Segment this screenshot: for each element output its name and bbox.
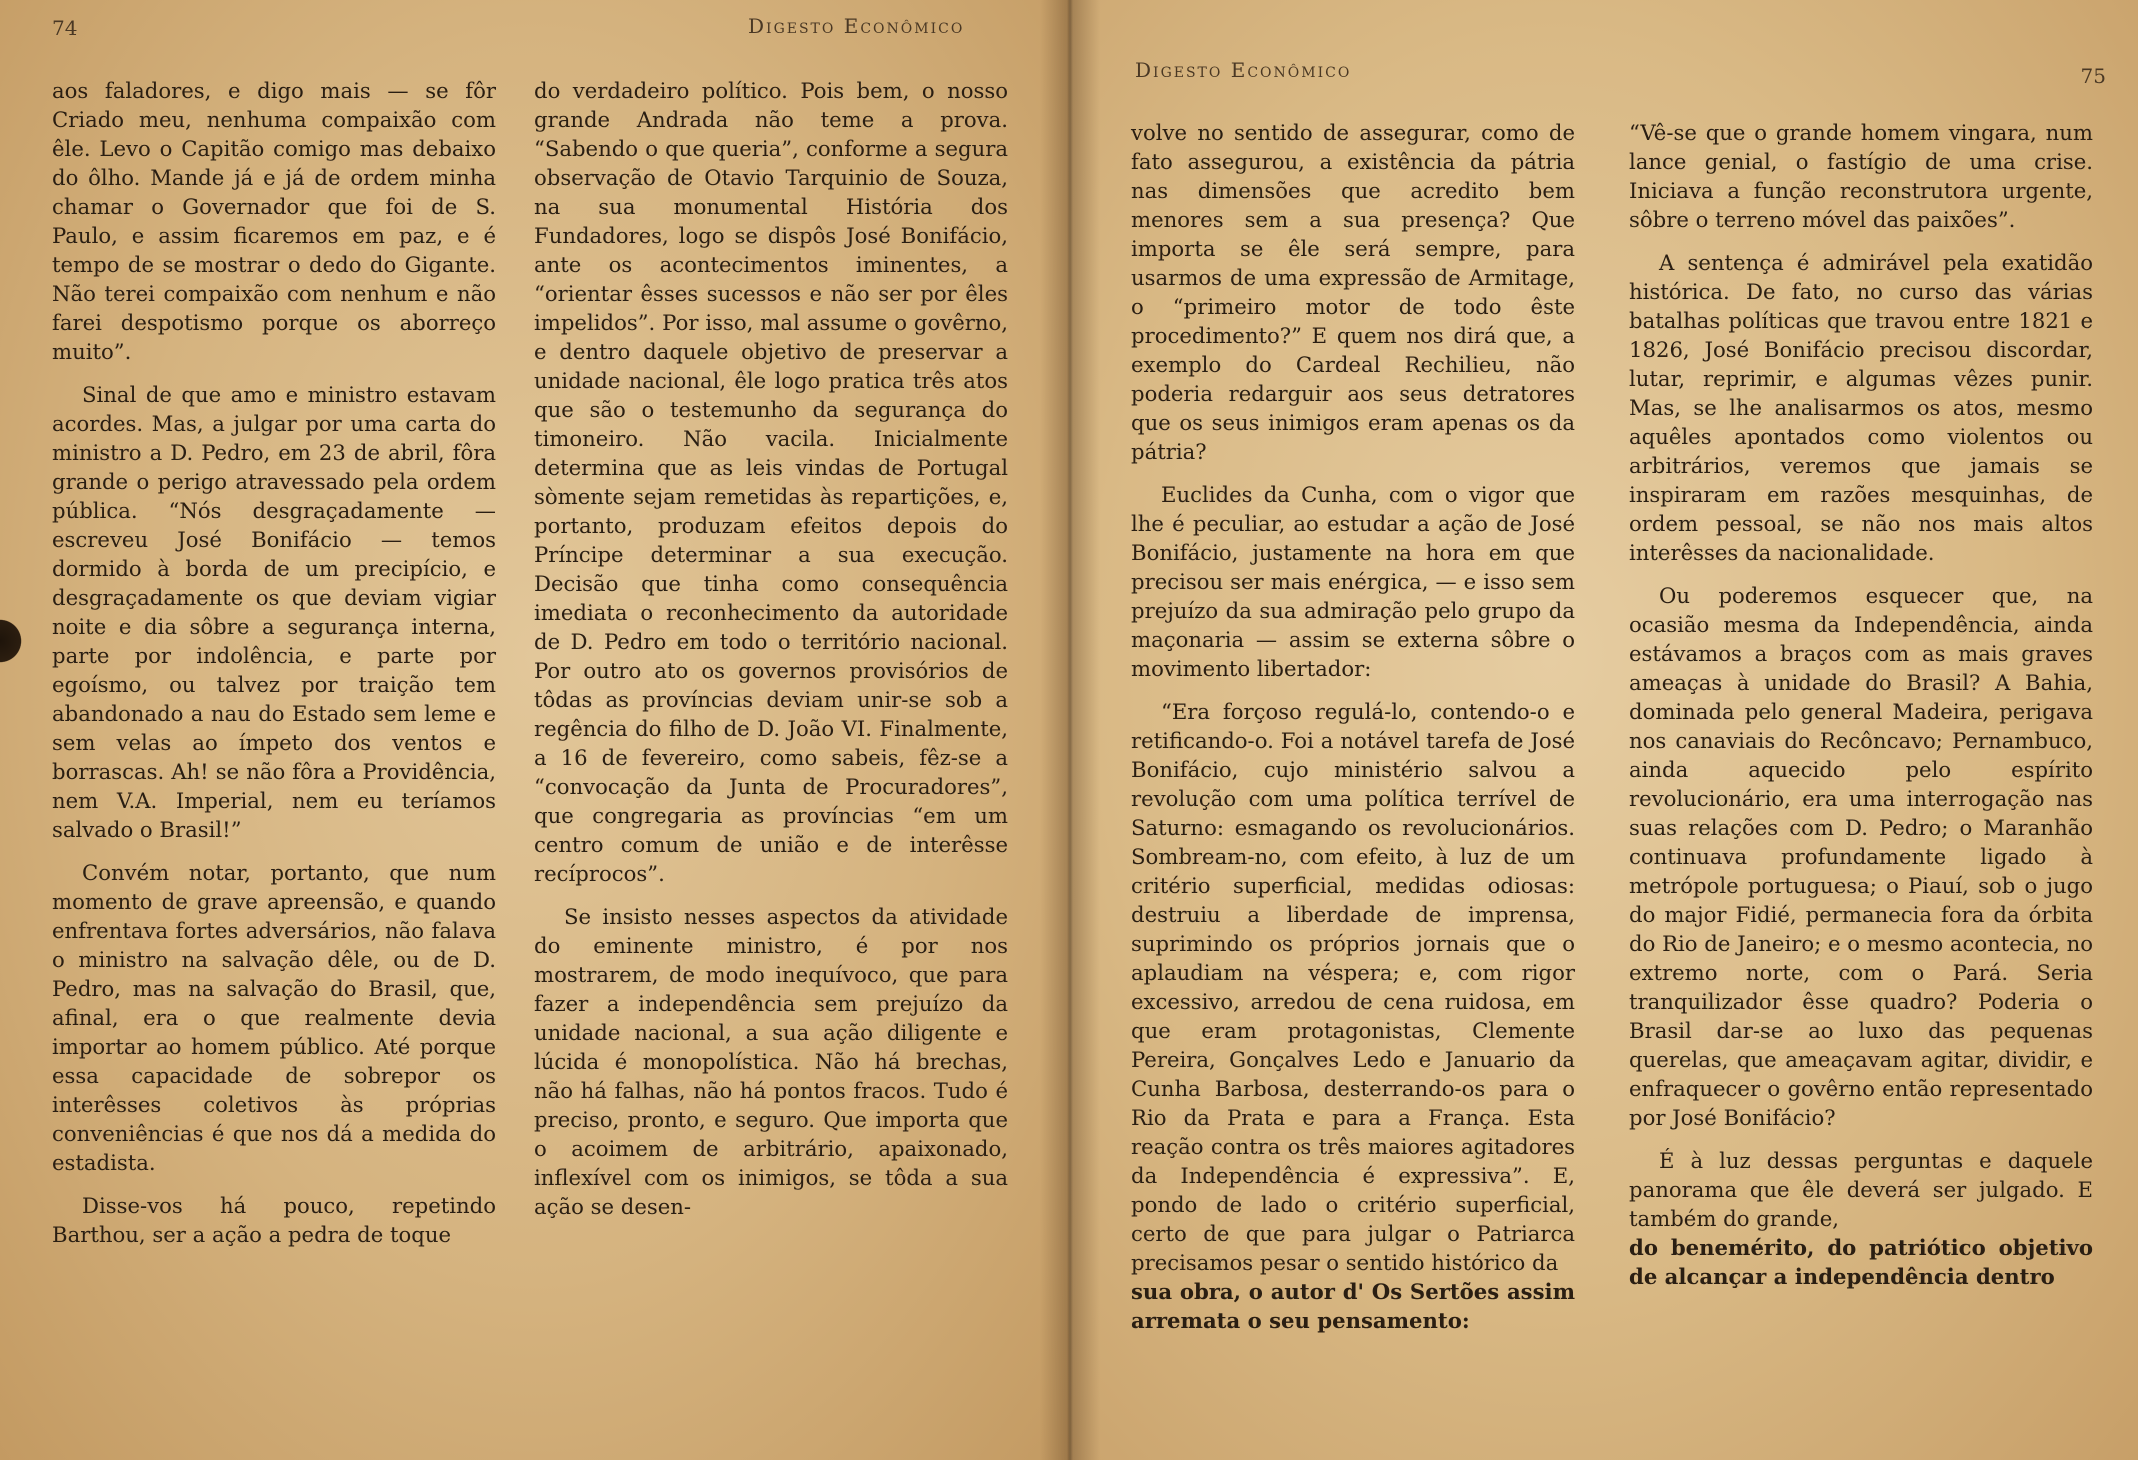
binding-hole-icon xyxy=(0,618,26,664)
right-page xyxy=(1069,0,2138,1460)
paragraph: Euclides da Cunha, com o vigor que lhe é peculiar, ao estudar a ação de José Bonifácio, justamente na hora em que precisou ser mais enérgica, — e isso sem prejuízo da sua admiração pelo grupo da maçonaria — assim se externa sôbre o movimento libertador: xyxy=(1131,482,1575,681)
right-column-1 xyxy=(1131,118,1575,1349)
paragraph: “Era forçoso regulá-lo, contendo-o e retificando-o. Foi a notável tarefa de José Bonifácio, cujo ministério salvou a revolução com uma política terrível de Saturno: esmagando os revolucionários. Sombream-no, com efeito, à luz de um critério superficial, medidas odiosas: destruiu a liberdade de imprensa, suprimindo os próprios jornais que o aplaudiam na véspera; e, com rigor excessivo, arredou de cena ruidosa, em que eram protagonistas, Clemente Pereira, Gonçalves Ledo e Januario da Cunha Barbosa, desterrando-os para o Rio da Prata e para a França. Esta reação contra os três maiores agitadores da Independência é expressiva”. E, pondo de lado o critério superficial, certo de que para julgar o Patriarca precisamos pesar o sentido histórico da xyxy=(1131,699,1575,1275)
paragraph-bold-line: do benemérito, do patriótico objetivo de alcançar a independência dentro xyxy=(1629,1235,2093,1289)
running-head-left: Digesto Econômico xyxy=(748,14,965,38)
paragraph: A sentença é admirável pela exatidão histórica. De fato, no curso das várias batalhas políticas que travou entre 1821 e 1826, José Bonifácio precisou discordar, lutar, reprimir, e algumas vêzes punir. Mas, se lhe analisarmos os atos, mesmo aquêles apontados como violentos ou arbitrários, veremos que jamais se inspiraram em razões mesquinhas, de ordem pessoal, se não nos mais altos interêsses da nacionalidade. xyxy=(1629,250,2093,565)
paragraph: Sinal de que amo e ministro estavam acordes. Mas, a julgar por uma carta do ministro a D. Pedro, em 23 de abril, fôra grande o perigo atravessado pela ordem pública. “Nós desgraçadamente — escreveu José Bonifácio — temos dormido à borda de um precipício, e desgraçadamente os que deviam vigiar noite e dia sôbre a segurança interna, parte por indolência, e parte por egoísmo, ou talvez por traição tem abandonado a nau do Estado sem leme e sem velas ao ímpeto dos ventos e borrascas. Ah! se não fôra a Providência, nem V.A. Imperial, nem eu teríamos salvado o Brasil!” xyxy=(52,382,496,842)
left-column-1 xyxy=(52,76,496,1263)
page-number-left: 74 xyxy=(52,16,78,40)
paragraph: Disse-vos há pouco, repetindo Barthou, ser a ação a pedra de toque xyxy=(52,1193,496,1247)
paragraph: do verdadeiro político. Pois bem, o nosso grande Andrada não teme a prova. “Sabendo o que queria”, conforme a segura observação de Otavio Tarquinio de Souza, na sua monumental História dos Fundadores, logo se dispôs José Bonifácio, ante os acontecimentos iminentes, a “orientar êsses sucessos e não ser por êles impelidos”. Por isso, mal assume o govêrno, e dentro daquele objetivo de preservar a unidade nacional, êle logo pratica três atos que são o testemunho da segurança do timoneiro. Não vacila. Inicialmente determina que as leis vindas de Portugal sòmente sejam remetidas às repartições, e, portanto, produzam efeitos depois do Príncipe determinar a sua execução. Decisão que tinha como consequência imediata o reconhecimento da autoridade de D. Pedro em todo o território nacional. Por outro ato os governos provisórios de tôdas as províncias deviam unir-se sob a regência do filho de D. João VI. Finalmente, a 16 de fevereiro, como sabeis, fêz-se a “convocação da Junta de Procuradores”, que congregaria as províncias “em um centro comum de união e de interêsse recíprocos”. xyxy=(534,78,1008,886)
paragraph: É à luz dessas perguntas e daquele panorama que êle deverá ser julgado. E também do grande, xyxy=(1629,1148,2093,1231)
paragraph: volve no sentido de assegurar, como de fato assegurou, a existência da pátria nas dimensões que acredito bem menores sem a sua presença? Que importa se êle será sempre, para usarmos de uma expressão de Armitage, o “primeiro motor de todo êste procedimento?” E quem nos dirá que, a exemplo do Cardeal Rechilieu, não poderia redarguir aos seus detratores que os seus inimigos eram apenas os da pátria? xyxy=(1131,120,1575,464)
paragraph: Se insisto nesses aspectos da atividade do eminente ministro, é por nos mostrarem, de modo inequívoco, que para fazer a independência sem prejuízo da unidade nacional, a sua ação diligente e lúcida é monopolística. Não há brechas, não há falhas, não há pontos fracos. Tudo é preciso, pronto, e seguro. Que importa que o acoimem de arbitrário, apaixonado, inflexível com os inimigos, se tôda a sua ação se desen- xyxy=(534,904,1008,1219)
right-column-2 xyxy=(1629,118,2093,1305)
left-column-2 xyxy=(534,76,1008,1235)
paragraph-bold-line: sua obra, o autor d' Os Sertões assim arremata o seu pensamento: xyxy=(1131,1279,1575,1333)
paragraph: aos faladores, e digo mais — se fôr Criado meu, nenhuma compaixão com êle. Levo o Capitão comigo mas debaixo do ôlho. Mande já e já de ordem minha chamar o Governador que foi de S. Paulo, e assim ficaremos em paz, e é tempo de se mostrar o dedo do Gigante. Não terei compaixão com nenhum e não farei despotismo porque os aborreço muito”. xyxy=(52,78,496,364)
paragraph: Convém notar, portanto, que num momento de grave apreensão, e quando enfrentava fortes adversários, não falava o ministro na salvação dêle, ou de D. Pedro, mas na salvação do Brasil, que, afinal, era o que realmente devia importar ao homem público. Até porque essa capacidade de sobrepor os interêsses coletivos às próprias conveniências é que nos dá a medida do estadista. xyxy=(52,860,496,1175)
page-number-right: 75 xyxy=(2080,64,2106,88)
running-head-right: Digesto Econômico xyxy=(1135,58,1352,82)
paragraph: “Vê-se que o grande homem vingara, num lance genial, o fastígio de uma crise. Iniciava a função reconstrutora urgente, sôbre o terreno móvel das paixões”. xyxy=(1629,120,2093,232)
paragraph: Ou poderemos esquecer que, na ocasião mesma da Independência, ainda estávamos a braços com as mais graves ameaças à unidade do Brasil? A Bahia, dominada pelo general Madeira, perigava nos canaviais do Recôncavo; Pernambuco, ainda aquecido pelo espírito revolucionário, era uma interrogação nas suas relações com D. Pedro; o Maranhão continuava profundamente ligado à metrópole portuguesa; o Piauí, sob o jugo do major Fidié, permanecia fora da órbita do Rio de Janeiro; e o mesmo acontecia, no extremo norte, com o Pará. Seria tranquilizador êsse quadro? Poderia o Brasil dar-se ao luxo das pequenas querelas, que ameaçavam agitar, dividir, e enfraquecer o govêrno então representado por José Bonifácio? xyxy=(1629,583,2093,1130)
